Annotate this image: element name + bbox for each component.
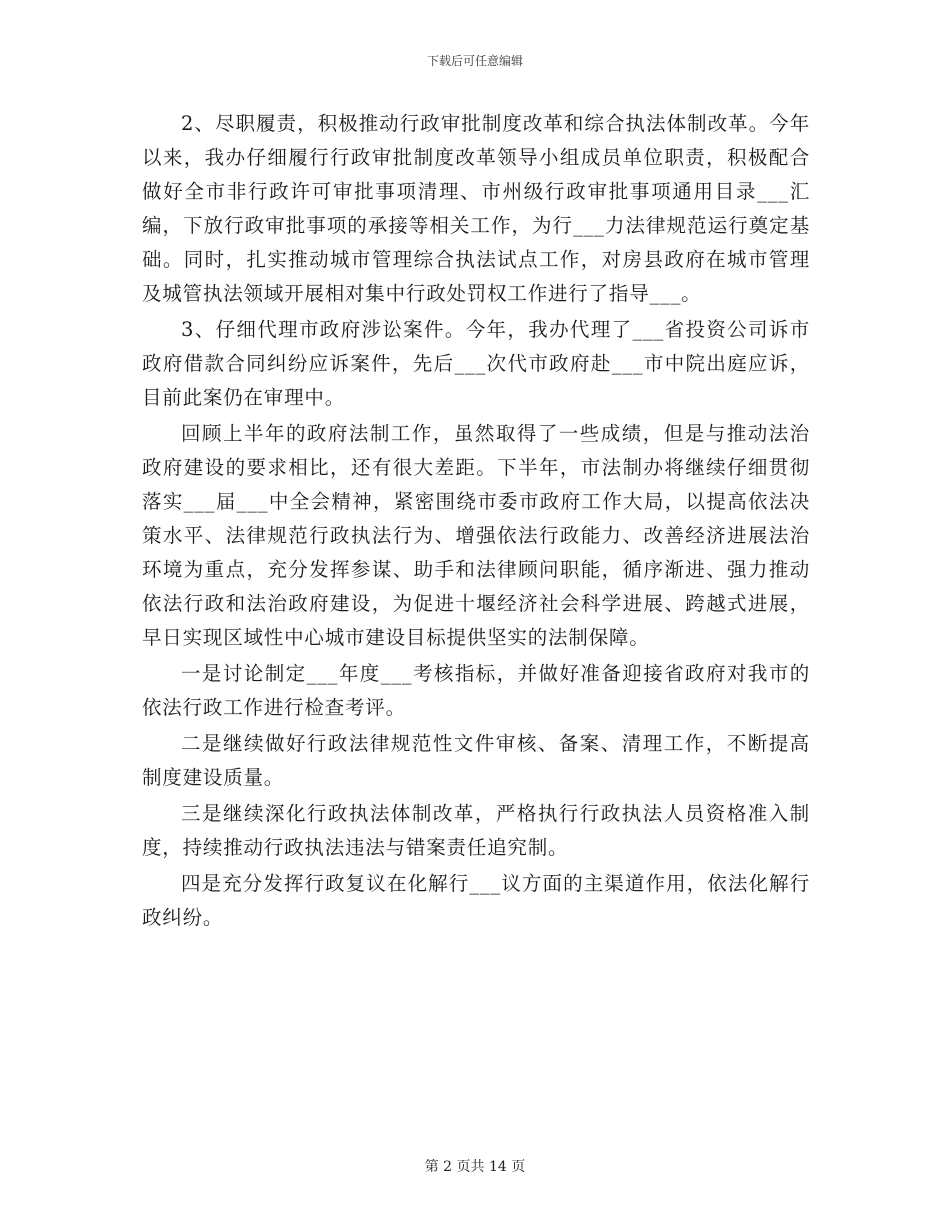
paragraph-2: 3、仔细代理市政府涉讼案件。今年，我办代理了___省投资公司诉市政府借款合同纠纷应诉案件，先后___次代市政府赴___市中院出庭应诉，目前此案仍在审理中。 [142,318,810,409]
document-body [142,107,810,935]
page-header: 下载后可任意编辑 [426,54,523,68]
paragraph-5: 二是继续做好行政法律规范性文件审核、备案、清理工作，不断提高制度建设质量。 [142,732,810,789]
paragraph-6: 三是继续深化行政执法体制改革，严格执行行政执法人员资格准入制度，持续推动行政执法违法与错案责任追究制。 [142,802,810,859]
paragraph-7: 四是充分发挥行政复议在化解行___议方面的主渠道作用，依法化解行政纠纷。 [142,872,810,929]
paragraph-3: 回顾上半年的政府法制工作，虽然取得了一些成绩，但是与推动法治政府建设的要求相比，还有很大差距。下半年，市法制办将继续仔细贯彻落实___届___中全会精神，紧密围绕市委市政府工作大局，以提高依法决策水平、法律规范行政执法行为、增强依法行政能力、改善经济进展法治环境为重点，充分发挥参谋、助手和法律顾问职能，循序渐进、强力推动依法行政和法治政府建设，为促进十堰经济社会科学进展、跨越式进展，早日实现区域性中心城市建设目标提供坚实的法制保障。 [142,422,810,649]
page-footer: 第 2 页共 14 页 [424,1159,526,1175]
paragraph-4: 一是讨论制定___年度___考核指标，并做好准备迎接省政府对我市的依法行政工作进行检查考评。 [142,662,810,719]
paragraph-1: 2、尽职履责，积极推动行政审批制度改革和综合执法体制改革。今年以来，我办仔细履行行政审批制度改革领导小组成员单位职责，积极配合做好全市非行政许可审批事项清理、市州级行政审批事项通用目录___汇编，下放行政审批事项的承接等相关工作，为行___力法律规范运行奠定基础。同时，扎实推动城市管理综合执法试点工作，对房县政府在城市管理及城管执法领域开展相对集中行政处罚权工作进行了指导___。 [142,112,810,305]
